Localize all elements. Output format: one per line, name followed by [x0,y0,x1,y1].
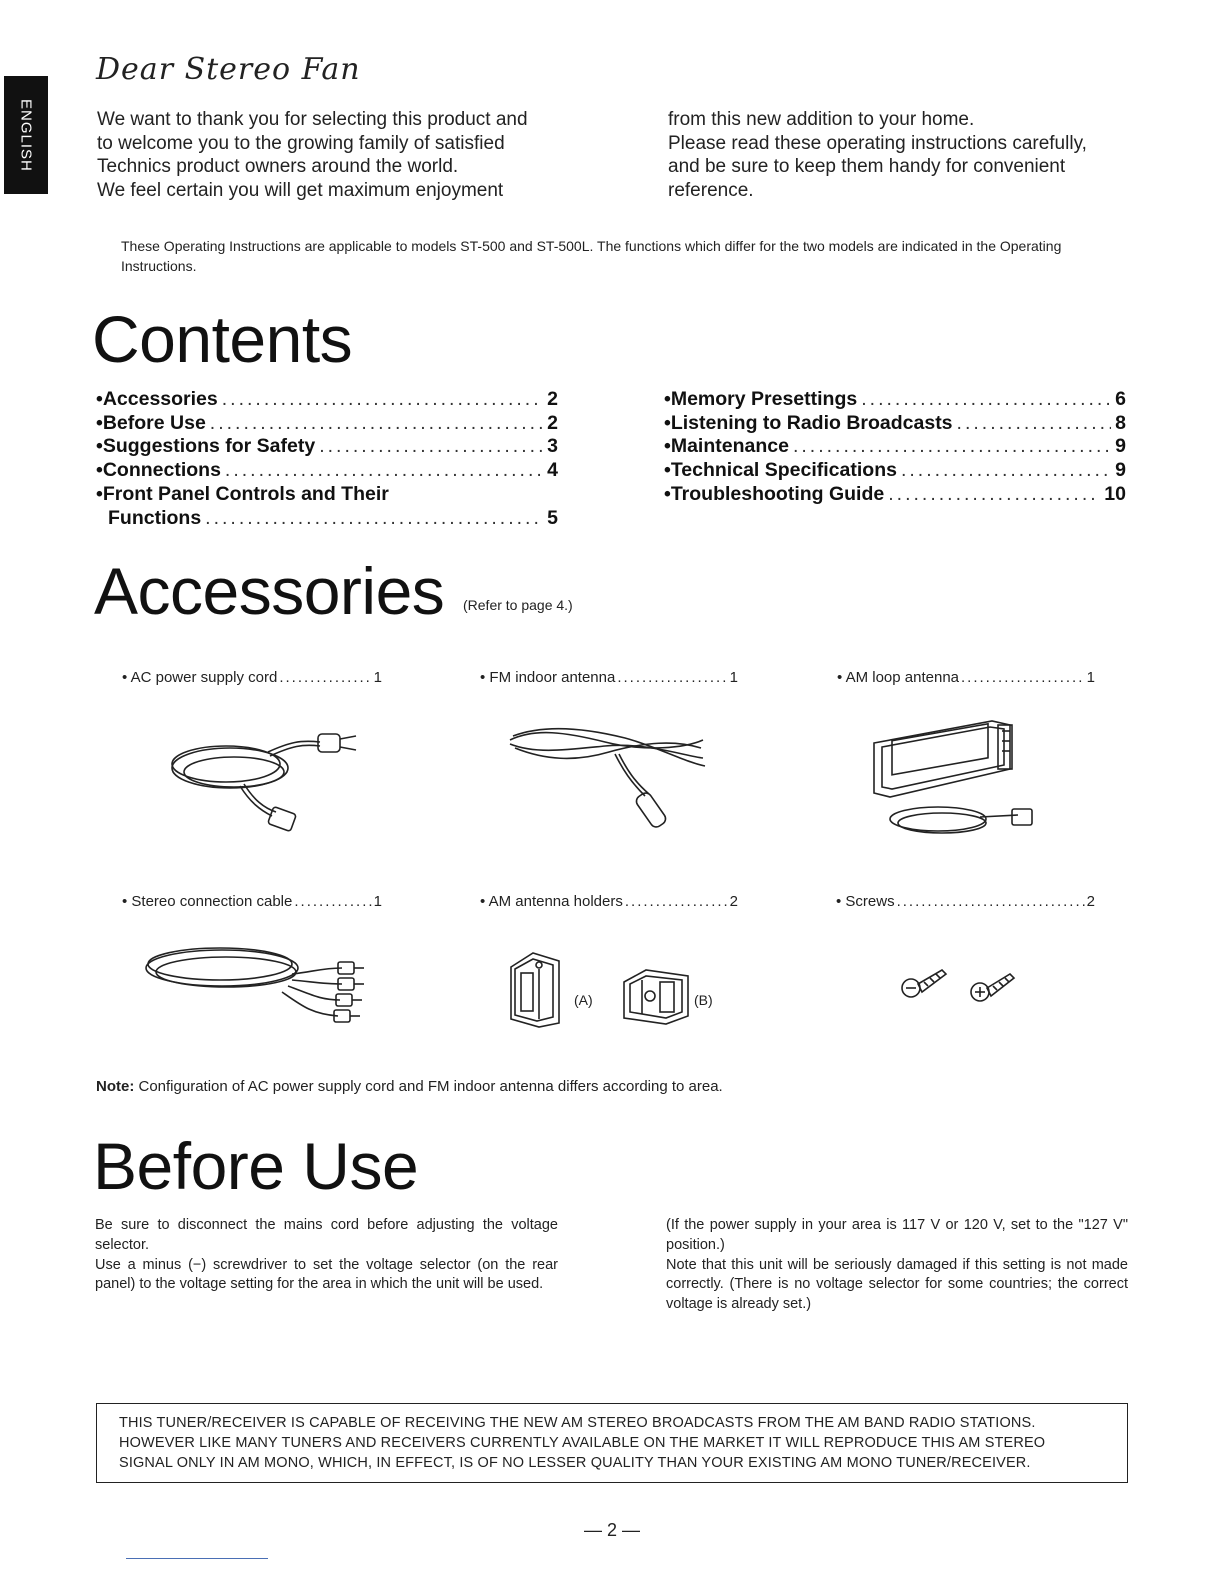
before-use-left-column [95,1216,558,1295]
before-use-paragraph: Use a minus (−) screwdriver to set the voltage selector (on the rear panel) to the voltage setting for the area in which the unit will be used. [95,1256,558,1293]
toc-entry-front-panel[interactable] [96,483,558,507]
notice-line: SIGNAL ONLY IN AM MONO, WHICH, IN EFFECT, IS OF NO LESSER QUALITY THAN YOUR EXISTING AM MONO TUNER/RECEIVER. [119,1455,1031,1471]
before-use-paragraph: Be sure to disconnect the mains cord before adjusting the voltage selector. [95,1217,558,1253]
intro-line: from this new addition to your home. [668,109,975,130]
holder-tag-b: (B) [694,992,713,1008]
accessory-item-power-cord [122,669,382,686]
notice-line: THIS TUNER/RECEIVER IS CAPABLE OF RECEIVING THE NEW AM STEREO BROADCASTS FROM THE AM BAND RADIO STATIONS. [119,1415,1036,1431]
holder-tag-a: (A) [574,992,593,1008]
accessory-label: • Screws [836,893,895,910]
toc-entry-label: •Accessories [96,388,218,410]
accessory-label: • AM antenna holders [480,893,623,910]
accessory-item-am-loop [837,669,1095,686]
antenna-holder-icon [503,947,565,1029]
accessories-title: Accessories [94,554,445,628]
toc-entry-label: •Listening to Radio Broadcasts [664,411,953,434]
before-use-right-column [666,1216,1128,1315]
toc-entry-page: 9 [1115,435,1126,458]
antenna-holder-icon [620,966,692,1028]
toc-entry-label: •Maintenance [664,435,789,458]
accessory-item-screws [836,893,1095,910]
accessory-item-stereo-cable [122,893,382,910]
accessories-refer: (Refer to page 4.) [463,597,573,613]
toc-entry-accessories[interactable] [96,388,558,412]
before-use-title: Before Use [93,1129,419,1203]
before-use-paragraph: Note that this unit will be seriously damaged if this setting is not made correctly. (There is no voltage selector for some countries; the correct voltage is already set.) [666,1256,1128,1313]
intro-line: and be sure to keep them handy for convenient [668,156,1066,177]
am-loop-antenna-icon [868,717,1036,843]
stereo-cable-icon [142,938,374,1042]
intro-line: We feel certain you will get maximum enjoyment [97,179,504,201]
accessory-qty: 1 [1086,669,1095,686]
toc-entry-page: 10 [1104,482,1126,505]
toc-entry-connections[interactable] [96,459,558,483]
accessory-qty: 1 [373,893,382,910]
toc-entry-page: 2 [547,411,558,434]
accessory-item-antenna-holders [480,893,738,910]
toc-entry-page: 2 [547,388,558,410]
accessory-qty: 2 [729,893,738,910]
screw-icon [900,966,948,1000]
intro-line: reference. [668,179,754,201]
greeting-heading: Dear Stereo Fan [96,52,361,87]
page-number: — 2 — [583,1520,640,1540]
am-stereo-notice [96,1403,1128,1483]
language-tab-label: ENGLISH [17,98,35,172]
toc-entry-maintenance[interactable] [664,435,1126,459]
screw-icon [968,970,1016,1004]
toc-right-column [664,388,1126,507]
accessory-qty: 1 [373,669,382,686]
toc-entry-label: •Connections [96,459,221,482]
note-label: Note: [96,1078,135,1095]
models-note: These Operating Instructions are applicable to models ST-500 and ST-500L. The functions which differ for the two models are indicated in the Operating Instructions. [121,238,1062,274]
toc-entry-page: 6 [1115,388,1126,410]
intro-line: We want to thank you for selecting this product and [97,109,528,130]
toc-entry-page: 9 [1115,459,1126,482]
footer-rule [126,1558,268,1559]
accessories-note [96,1078,723,1095]
toc-entry-page: 5 [547,506,558,529]
before-use-paragraph: (If the power supply in your area is 117 V or 120 V, set to the "127 V" position.) [666,1217,1128,1253]
toc-entry-label: •Troubleshooting Guide [664,482,885,505]
note-text: Configuration of AC power supply cord and FM indoor antenna differs according to area. [134,1078,723,1095]
intro-left-column [97,108,561,202]
toc-entry-page: 4 [547,459,558,482]
accessory-qty: 1 [729,669,738,686]
accessory-label: • AM loop antenna [837,669,960,686]
accessory-label: • AC power supply cord [122,669,278,686]
toc-entry-before-use[interactable] [96,412,558,436]
language-tab [4,76,48,194]
toc-entry-safety[interactable] [96,435,558,459]
fm-antenna-icon [505,718,710,838]
toc-entry-functions[interactable] [96,507,558,531]
accessory-label: • Stereo connection cable [122,893,293,910]
notice-line: HOWEVER LIKE MANY TUNERS AND RECEIVERS CURRENTLY AVAILABLE ON THE MARKET IT WILL REPRODUCE THIS AM STEREO [119,1435,1046,1451]
toc-left-column [96,388,558,530]
toc-entry-label: •Memory Presettings [664,388,858,410]
accessory-label: • FM indoor antenna [480,669,616,686]
toc-entry-page: 3 [547,435,558,458]
toc-entry-label: •Before Use [96,411,206,434]
toc-entry-specifications[interactable] [664,459,1126,483]
toc-entry-listening[interactable] [664,412,1126,436]
intro-line: Technics product owners around the world. [97,156,459,177]
toc-entry-label: •Technical Specifications [664,459,897,482]
power-cord-icon [160,712,360,838]
toc-entry-troubleshooting[interactable] [664,483,1126,507]
intro-line: to welcome you to the growing family of satisfied [97,132,505,154]
toc-entry-label: •Suggestions for Safety [96,435,316,458]
toc-entry-page: 8 [1115,411,1126,434]
intro-line: Please read these operating instructions carefully, [668,132,1087,154]
toc-entry-label: •Front Panel Controls and Their [96,482,389,505]
contents-title: Contents [92,302,353,376]
accessory-item-fm-antenna [480,669,738,686]
toc-entry-label: Functions [108,506,202,529]
toc-entry-memory-presettings[interactable] [664,388,1126,412]
accessory-qty: 2 [1086,893,1095,910]
intro-right-column [668,108,1130,202]
